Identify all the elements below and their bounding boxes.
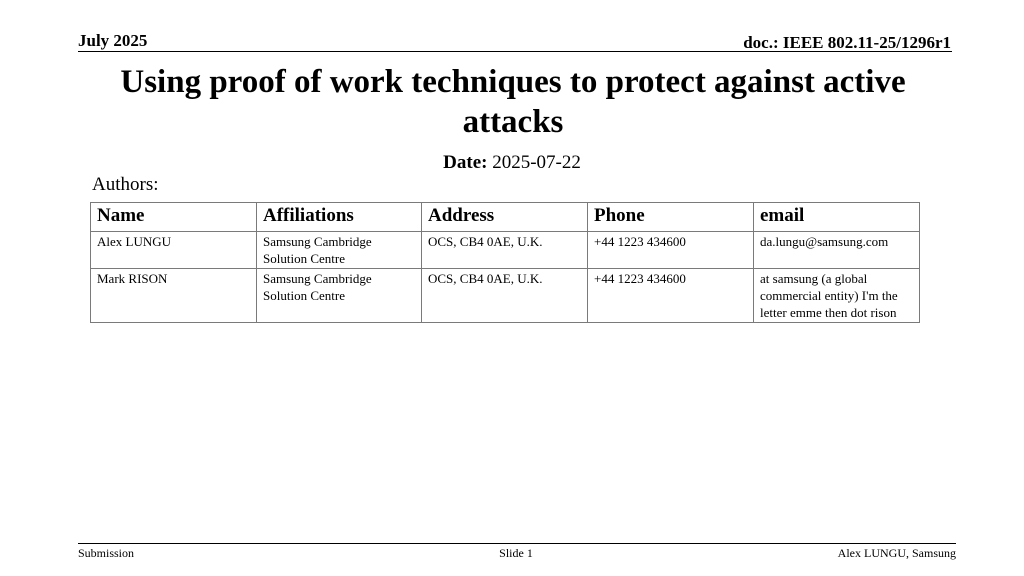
footer-author: Alex LUNGU, Samsung <box>837 546 956 560</box>
cell-affiliation: Samsung Cambridge Solution Centre <box>257 232 422 269</box>
header-date: July 2025 <box>78 31 148 50</box>
table-header-row <box>91 203 920 232</box>
column-header-name: Name <box>91 203 257 232</box>
header-divider <box>78 51 952 52</box>
cell-email: da.lungu@samsung.com <box>754 232 920 269</box>
cell-name: Alex LUNGU <box>91 232 257 269</box>
cell-address: OCS, CB4 0AE, U.K. <box>422 269 588 323</box>
cell-phone: +44 1223 434600 <box>588 269 754 323</box>
authors-label: Authors: <box>92 174 159 195</box>
column-header-email: email <box>754 203 920 232</box>
footer-divider <box>78 543 956 544</box>
cell-affiliation: Samsung Cambridge Solution Centre <box>257 269 422 323</box>
date-line <box>0 152 1024 174</box>
slide-title: Using proof of work techniques to protect against active attacks <box>120 64 906 140</box>
column-header-phone: Phone <box>588 203 754 232</box>
column-header-affiliations: Affiliations <box>257 203 422 232</box>
cell-address: OCS, CB4 0AE, U.K. <box>422 232 588 269</box>
date-value: 2025-07-22 <box>492 152 581 173</box>
table-row <box>91 269 920 323</box>
header-doc-id: doc.: IEEE 802.11-25/1296r1 <box>743 33 951 52</box>
cell-email: at samsung (a global commercial entity) I'm the letter emme then dot rison <box>754 269 920 323</box>
footer-submission: Submission <box>78 546 135 560</box>
column-header-address: Address <box>422 203 588 232</box>
date-label: Date: <box>443 152 488 173</box>
table-row <box>91 232 920 269</box>
cell-phone: +44 1223 434600 <box>588 232 754 269</box>
authors-table <box>90 202 920 323</box>
cell-name: Mark RISON <box>91 269 257 323</box>
footer-slide-number: Slide 1 <box>499 546 533 560</box>
